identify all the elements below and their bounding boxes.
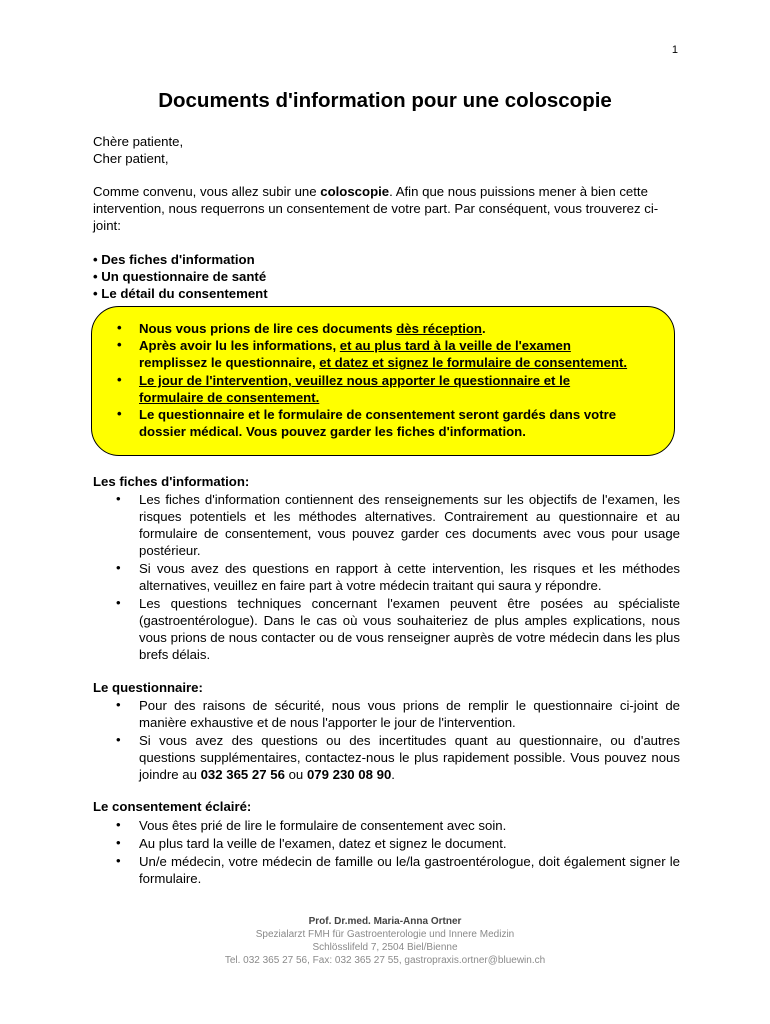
bullet-icon: • [116,595,121,610]
footer-address: Schlösslifeld 7, 2504 Biel/Bienne [312,942,458,953]
notice-underlined: formulaire de consentement. [139,390,320,405]
notice-underlined: dès réception [396,321,482,336]
notice-text: Le questionnaire et le formulaire de consentement seront gardés dans votre [139,407,617,422]
bullet-icon: • [117,372,122,387]
notice-text: remplissez le questionnaire, [139,355,320,370]
info-item: Les questions techniques concernant l'examen peuvent être posées au spécialiste (gastroentérologue). Dans le cas où vous souhaiteriez de plus amples explications, nous vous prions de nous contacter ou de vous renseigner auprès de votre médecin dans les plus brefs délais. [139,596,680,662]
notice-text: Après avoir lu les informations, [139,338,340,353]
notice-item-keep [139,406,669,440]
enclosure-item: • Un questionnaire de santé [93,269,267,284]
consent-item: Vous êtes prié de lire le formulaire de consentement avec soin. [139,818,507,833]
intro-paragraph [93,183,680,234]
consent-item: Un/e médecin, votre médecin de famille ou le/la gastroentérologue, doit également signer le formulaire. [139,854,680,886]
questionnaire-text: . [391,767,395,782]
intro-text-start: Comme convenu, vous allez subir une [93,184,321,199]
section-heading-questionnaire: Le questionnaire: [93,680,203,695]
bullet-icon: • [116,560,121,575]
phone-number-landline: 032 365 27 56 [200,767,285,782]
footer-specialty: Spezialarzt FMH für Gastroenterologie und Innere Medizin [255,929,515,940]
questionnaire-item: Pour des raisons de sécurité, nous vous prions de remplir le questionnaire ci-joint de manière exhaustive et de nous l'apporter le jour de l'intervention. [139,698,680,730]
salutation-female: Chère patiente, [93,134,184,149]
document-title: Documents d'information pour une coloscopie [158,89,612,112]
notice-item-fill [139,337,669,371]
footer-doctor-name: Prof. Dr.med. Maria-Anna Ortner [308,916,462,927]
bullet-icon: • [117,337,122,352]
bullet-icon: • [116,853,121,868]
bullet-icon: • [117,406,122,421]
notice-text: dossier médical. Vous pouvez garder les fiches d'information. [139,424,526,439]
questionnaire-text: ou [284,767,307,782]
questionnaire-item-contact [139,732,680,783]
bullet-icon: • [116,835,121,850]
section-heading-info: Les fiches d'information: [93,474,250,489]
footer-contact: Tel. 032 365 27 56, Fax: 032 365 27 55, gastropraxis.ortner@bluewin.ch [224,955,546,966]
intro-procedure: coloscopie [320,184,390,199]
intro-text-end: . Afin que nous puissions mener à bien cette intervention, nous requerrons un consentement de votre part. Par conséquent, vous trouverez ci-joint: [93,184,659,233]
bullet-icon: • [117,320,122,335]
questionnaire-text: Si vous avez des questions ou des incertitudes quant au questionnaire, ou d'autres questions supplémentaires, contactez-nous le plus rapidement possible. Vous pouvez nous joindre au [139,733,680,782]
info-item: Si vous avez des questions en rapport à cette intervention, les risques et les méthodes alternatives, veuillez en faire part à votre médecin traitant qui saura y répondre. [139,561,680,593]
section-heading-consent: Le consentement éclairé: [93,799,252,814]
notice-text: Nous vous prions de lire ces documents [139,321,397,336]
enclosure-item: • Des fiches d'information [93,252,255,267]
bullet-icon: • [116,817,121,832]
bullet-icon: • [116,732,121,747]
notice-item-bring [139,372,669,406]
notice-underlined: et au plus tard à la veille de l'examen [339,338,571,353]
bullet-icon: • [116,491,121,506]
enclosure-item: • Le détail du consentement [93,286,268,301]
notice-text: . [481,321,486,336]
consent-item: Au plus tard la veille de l'examen, datez et signez le document. [139,836,507,851]
bullet-icon: • [116,697,121,712]
salutation-male: Cher patient, [93,151,169,166]
notice-underlined: Le jour de l'intervention, veuillez nous apporter le questionnaire et le [139,373,571,388]
page-number: 1 [671,44,678,56]
info-item: Les fiches d'information contiennent des renseignements sur les objectifs de l'examen, les risques potentiels et les méthodes alternatives. Contrairement au questionnaire et au formulaire de consentement, vous pouvez garder ces documents avec vous pour usage postérieur. [139,492,680,558]
notice-underlined: et datez et signez le formulaire de consentement. [319,355,628,370]
phone-number-mobile: 079 230 08 90 [306,767,392,782]
notice-item-read [139,320,669,337]
